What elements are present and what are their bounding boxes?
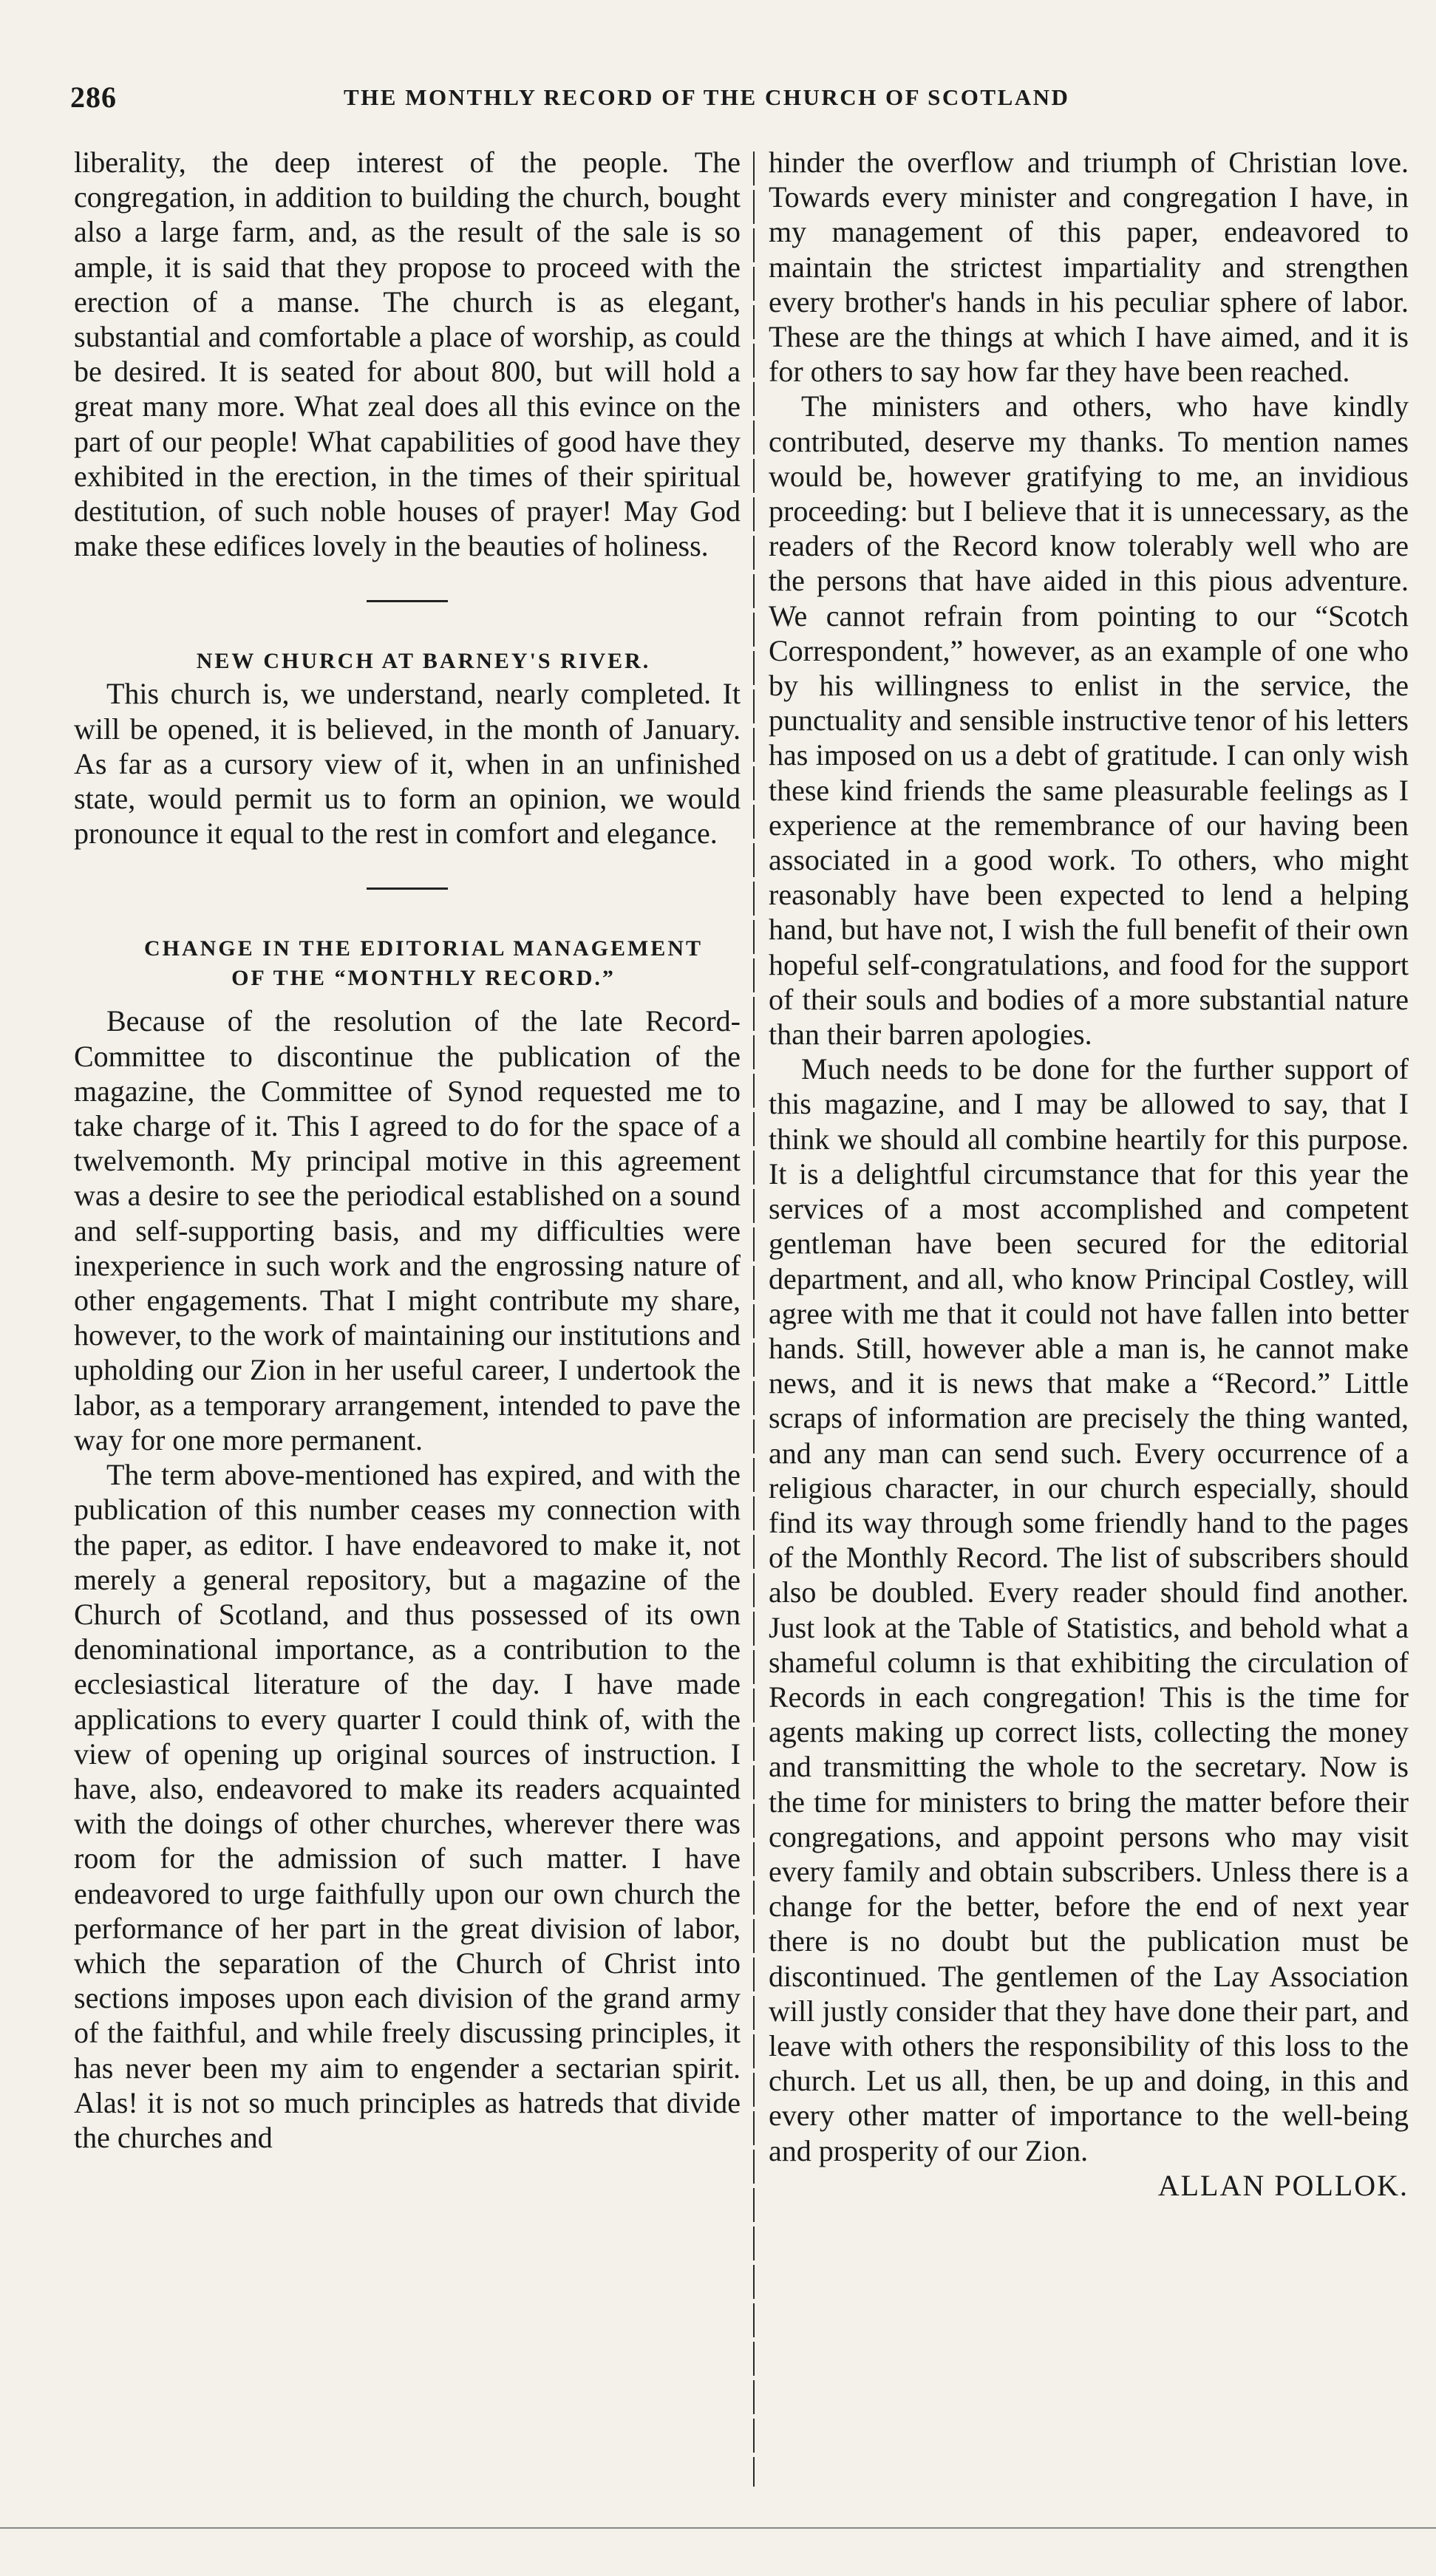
heading-barneys-river: NEW CHURCH AT BARNEY'S RIVER. [196, 649, 651, 674]
running-head: THE MONTHLY RECORD OF THE CHURCH OF SCOTLAND [344, 84, 1070, 110]
left-column [74, 145, 741, 2495]
column-rule [753, 151, 755, 2487]
scan-edge-rule [0, 2527, 1436, 2529]
paragraph-right-3: Much needs to be done for the further support of this magazine, and I may be allowed to say, that I think we should all combine heartily for this purpose. It is a delightful circumstance that for this year the services of a most accomplished and competent gentleman have been secured for the editorial department, and all, who know Principal Costley, will agree with me that it could not have fallen into better hands. Still, however able a man is, he cannot make news, and it is news that make a “Record.” Little scraps of information are precisely the thing wanted, and any man can send such. Every occurrence of a religious character, in our church especially, should find its way through some friendly hand to the pages of the Monthly Record. The list of subscribers should also be doubled. Every reader should find another. Just look at the Table of Statistics, and behold what a shameful column is that exhibiting the circulation of Records in each congregation! This is the time for agents making up correct lists, collecting the money and transmitting the whole to the secretary. Now is the time for ministers to bring the matter before their congregations, and appoint persons who may visit every family and obtain subscribers. Unless there is a change for the better, before the end of next year there is no doubt but the publication must be discontinued. The gentlemen of the Lay Association will justly consider that they have done their part, and leave with others the responsibility of this loss to the church. Let us all, then, be up and doing, in this and every other matter of importance to the well-being and prosperity of our Zion. [769, 1052, 1409, 2167]
page-number: 286 [70, 81, 117, 114]
section-divider [367, 887, 448, 890]
section-divider [367, 600, 448, 602]
signature: ALLAN POLLOK. [1157, 2168, 1409, 2202]
paragraph-left-3: Because of the resolution of the late Record-Committee to discontinue the publication of the magazine, the Committee of Synod requested me to take charge of it. This I agreed to do for the space of a twelvemonth. My principal motive in this agreement was a desire to see the periodical established on a sound and self-supporting basis, and my difficulties were inexperience in such work and the engrossing nature of other engagements. That I might contribute my share, however, to the work of maintaining our institutions and upholding our Zion in her useful career, I undertook the labor, as a temporary arrangement, intended to pave the way for one more permanent. [74, 1004, 741, 1456]
page-header [70, 80, 1414, 121]
paragraph-left-2: This church is, we understand, nearly completed. It will be opened, it is believed, in the month of January. As far as a cursory view of it, when in an unfinished state, would permit us to form an opinion, we would pronounce it equal to the rest in comfort and elegance. [74, 677, 741, 851]
paragraph-left-4: The term above-mentioned has expired, and with the publication of this number ceases my connection with the paper, as editor. I have endeavored to make it, not merely a general repository, but a magazine of the Church of Scotland, and thus possessed of its own denominational importance, as a contribution to the ecclesiastical literature of the day. I have made applications to every quarter I could think of, with the view of opening up original sources of instruction. I have, also, endeavored to make its readers acquainted with the doings of other churches, wherever there was room for the admission of such matter. I have endeavored to urge faithfully upon our own church the performance of her part in the great division of labor, which the separation of the Church of Christ into sections imposes upon each division of the grand army of the faithful, and while freely discussing principles, it has never been my aim to engender a sectarian spirit. Alas! it is not so much principles as hatreds that divide the churches and [74, 1458, 741, 2154]
paragraph-left-1: liberality, the deep interest of the people. The congregation, in addition to building the church, bought also a large farm, and, as the result of the sale is so ample, it is said that they propose to proceed with the erection of a manse. The church is as elegant, substantial and comfortable a place of worship, as could be desired. It is seated for about 800, but will hold a great many more. What zeal does all this evince on the part of our people! What capabilities of good have they exhibited in the erection, in the times of their spiritual destitution, of such noble houses of prayer! May God make these edifices lovely in the beauties of holiness. [74, 146, 741, 563]
heading-editorial-change-line2: OF THE “MONTHLY RECORD.” [231, 966, 616, 991]
paragraph-right-1: hinder the overflow and triumph of Christian love. Towards every minister and congregation I have, in my management of this paper, endeavored to maintain the strictest impartiality and strengthen every brother's hands in his peculiar sphere of labor. These are the things at which I have aimed, and it is for others to say how far they have been reached. [769, 146, 1409, 389]
paragraph-right-2: The ministers and others, who have kindly contributed, deserve my thanks. To mention names would be, however gratifying to me, an invidious proceeding: but I believe that it is unnecessary, as the readers of the Record know tolerably well who are the persons that have aided in this pious adventure. We cannot refrain from pointing to our “Scotch Correspondent,” however, as an example of one who by his willingness to enlist in the service, the punctuality and sensible instructive tenor of his letters has imposed on us a debt of gratitude. I can only wish these kind friends the same pleasurable feelings as I experience at the remembrance of our having been associated in a good work. To others, who might reasonably have been expected to lend a helping hand, but have not, I wish the full benefit of their own hopeful self-congratulations, and food for the support of their souls and bodies of a more substantial nature than their barren apologies. [769, 389, 1409, 1052]
right-column [769, 145, 1409, 2495]
heading-editorial-change-line1: CHANGE IN THE EDITORIAL MANAGEMENT [144, 936, 703, 961]
